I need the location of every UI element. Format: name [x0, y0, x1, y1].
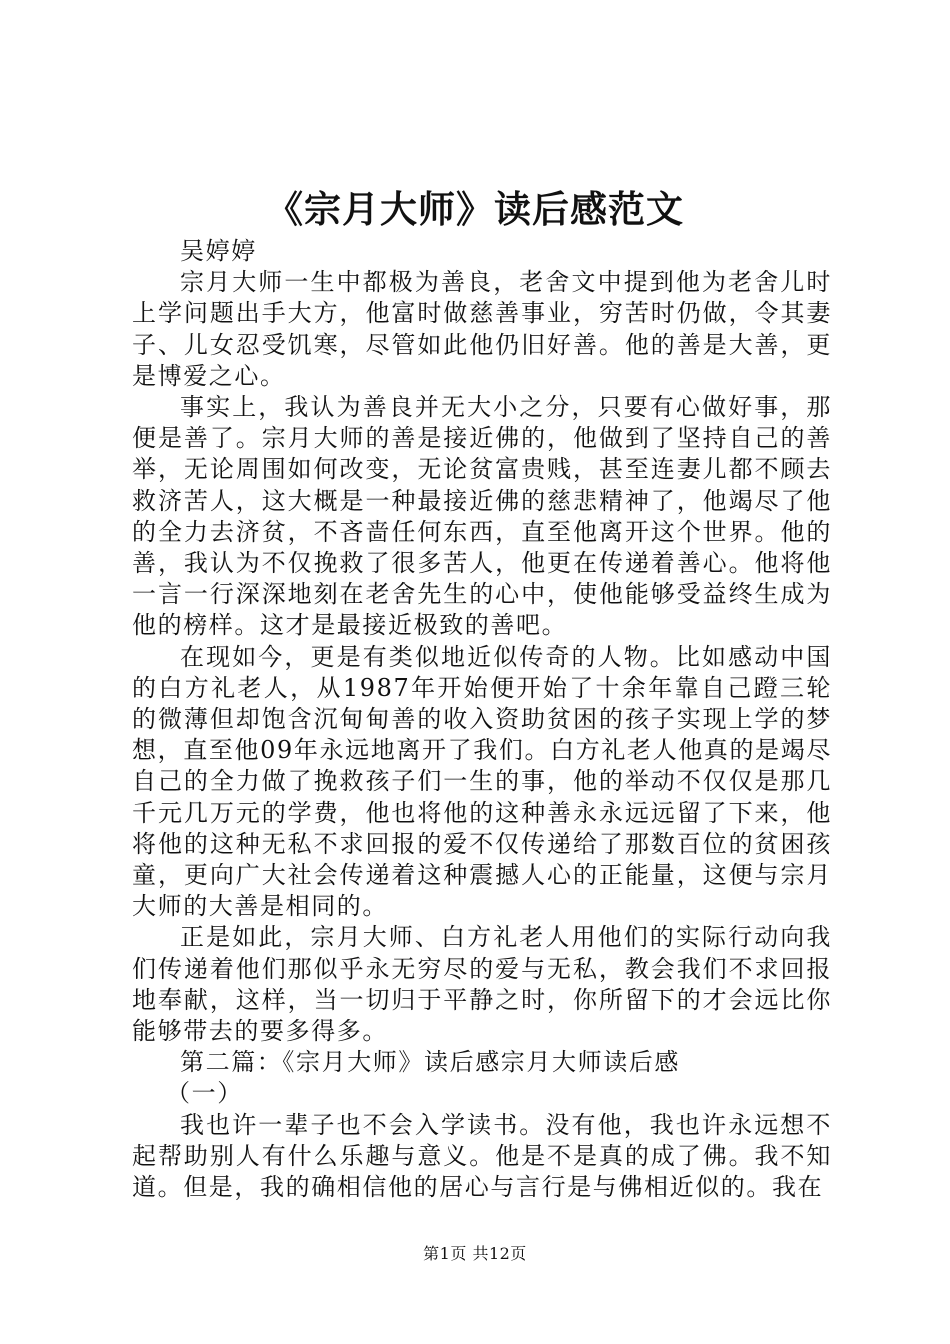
- paragraph-1: 宗月大师一生中都极为善良，老舍文中提到他为老舍儿时上学问题出手大方，他富时做慈善事业，穷苦时仍做，令其妻子、儿女忍受饥寒，尽管如此他仍旧好善。他的善是大善，更是博爱之心。: [132, 268, 832, 390]
- paragraph-2: 事实上，我认为善良并无大小之分，只要有心做好事，那便是善了。宗月大师的善是接近佛的，他做到了坚持自己的善举，无论周围如何改变，无论贫富贵贱，甚至连妻儿都不顾去救济苦人，这大概是一种最接近佛的慈悲精神了，他竭尽了他的全力去济贫，不吝啬任何东西，直至他离开这个世界。他的善，我认为不仅挽救了很多苦人，他更在传递着善心。他将他一言一行深深地刻在老舍先生的心中，使他能够受益终生成为他的榜样。这才是最接近极致的善吧。: [132, 393, 832, 640]
- document-title: 《宗月大师》读后感范文: [266, 187, 684, 231]
- section-paragraph: 我也许一辈子也不会入学读书。没有他，我也许永远想不起帮助别人有什么乐趣与意义。他是不是真的成了佛。我不知道。但是，我的确相信他的居心与言行是与佛相近似的。我在: [132, 1110, 832, 1202]
- paragraph-4: 正是如此，宗月大师、白方礼老人用他们的实际行动向我们传递着他们那似乎永无穷尽的爱与无私，教会我们不求回报地奉献，这样，当一切归于平静之时，你所留下的才会远比你能够带去的要多得多。: [132, 923, 832, 1046]
- page-footer: 第1页 共12页: [423, 1244, 527, 1263]
- paragraph-3: 在现如今，更是有类似地近似传奇的人物。比如感动中国的白方礼老人，从1987年开始便开始了十余年靠自己蹬三轮的微薄但却饱含沉甸甸善的收入资助贫困的孩子实现上学的梦想，直至他09年永远地离开了我们。白方礼老人他真的是竭尽自己的全力做了挽救孩子们一生的事，他的举动不仅仅是那几千元几万元的学费，他也将他的这种善永永远远留了下来，他将他的这种无私不求回报的爱不仅传递给了那数百位的贫困孩童，更向广大社会传递着这种震撼人心的正能量，这便与宗月大师的大善是相同的。: [132, 642, 832, 921]
- section-heading: 第二篇：《宗月大师》读后感宗月大师读后感: [180, 1048, 680, 1077]
- document-body: [132, 236, 832, 1203]
- section-number: （一）: [166, 1079, 243, 1108]
- author-line: 吴婷婷: [180, 237, 257, 265]
